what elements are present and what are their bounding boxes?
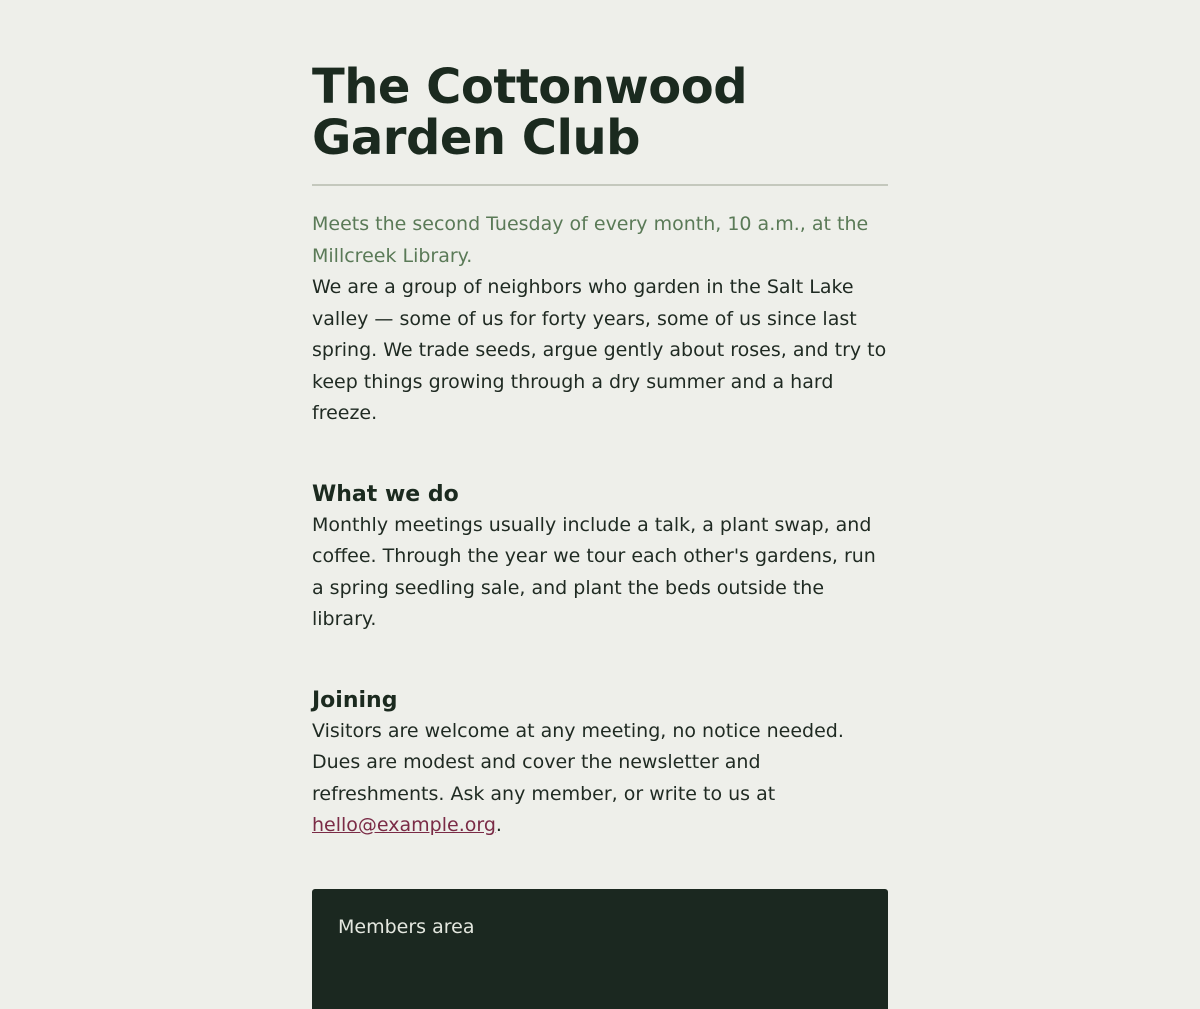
- intro-paragraph: We are a group of neighbors who garden in the Salt Lake valley — some of us for forty years, some of us since last spring. We trade seeds, argue gently about roses, and try to keep things growing through a dry summer and a hard freeze.: [312, 276, 887, 424]
- meeting-tagline: Meets the second Tuesday of every month, 10 a.m., at the Millcreek Library.: [312, 213, 869, 267]
- email-link[interactable]: hello@example.org: [312, 814, 496, 836]
- members-area-panel: [312, 889, 888, 1009]
- joining-heading: Joining: [312, 687, 398, 713]
- members-area-title: Members area: [338, 915, 475, 938]
- joining-text-end: .: [495, 814, 502, 836]
- page-title: The Cottonwood Garden Club: [312, 59, 748, 166]
- joining-paragraph: [312, 716, 888, 842]
- what-we-do-paragraph: Monthly meetings usually include a talk, a plant swap, and coffee. Through the year we tour each other's gardens, run a spring seedling sale, and plant the beds outside the library.: [312, 513, 876, 630]
- title-divider: [312, 184, 888, 186]
- joining-text: Visitors are welcome at any meeting, no notice needed. Dues are modest and cover the newsletter and refreshments. Ask any member, or write to us at: [312, 719, 844, 805]
- page-content: [312, 0, 888, 1009]
- what-we-do-heading: What we do: [312, 481, 459, 507]
